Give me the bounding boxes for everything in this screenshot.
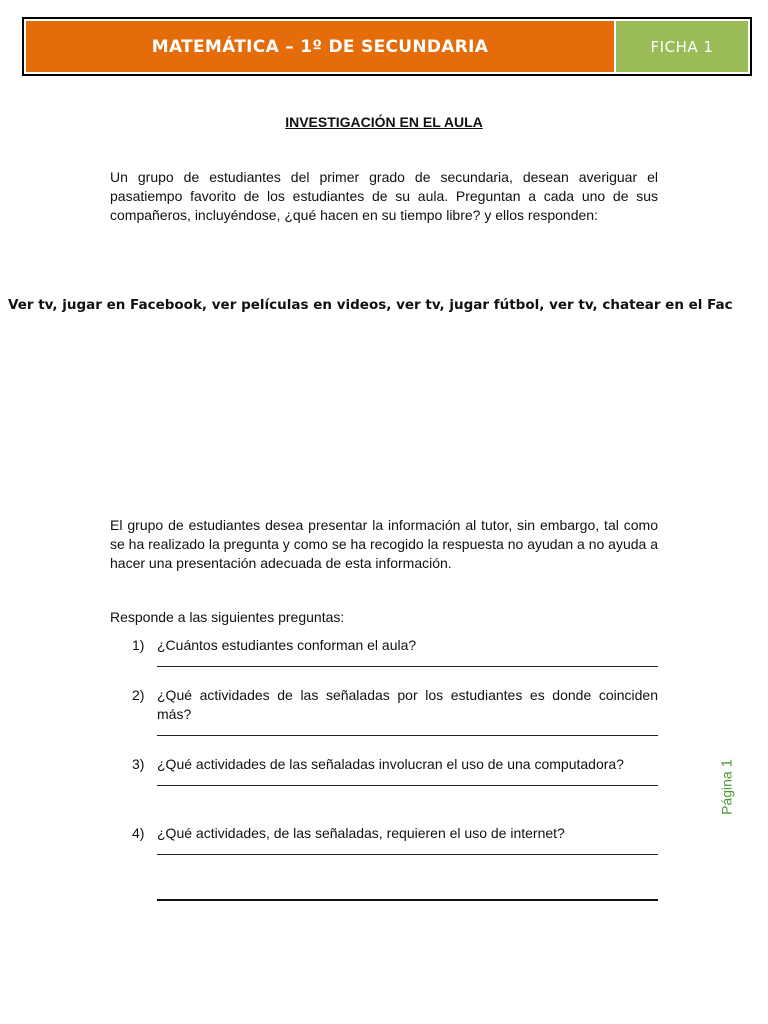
sheet-label: FICHA 1 <box>616 21 748 72</box>
header-title: MATEMÁTICA – 1º DE SECUNDARIA <box>26 21 614 72</box>
question-text: ¿Cuántos estudiantes conforman el aula? <box>157 637 417 653</box>
answer-line[interactable] <box>157 843 658 855</box>
questions-prompt: Responde a las siguientes preguntas: <box>110 609 345 625</box>
student-answers: Ver tv, jugar en Facebook, ver películas en videos, ver tv, jugar fútbol, ver tv, chatear en el Fac <box>8 297 733 313</box>
question-text: ¿Qué actividades de las señaladas involucran el uso de una computadora? <box>157 756 624 772</box>
question-text: ¿Qué actividades, de las señaladas, requieren el uso de internet? <box>157 825 565 841</box>
question-3 <box>110 755 658 786</box>
intro-paragraph: Un grupo de estudiantes del primer grado de secundaria, desean averiguar el pasatiempo favorito de los estudiantes de su aula. Preguntan a cada uno de sus compañeros, incluyéndose, ¿qué hacen en su tiempo libre? y ellos responden: <box>110 169 658 223</box>
question-number: 3) <box>132 756 145 772</box>
page-header <box>22 17 752 76</box>
answer-line[interactable] <box>157 655 658 667</box>
question-2 <box>110 686 658 736</box>
question-number: 1) <box>132 637 145 653</box>
question-number: 4) <box>132 825 145 841</box>
context-paragraph: El grupo de estudiantes desea presentar la información al tutor, sin embargo, tal como se ha realizado la pregunta y como se ha recogido la respuesta no ayudan a no ayuda a hacer una presentación adecuada de esta información. <box>110 517 658 571</box>
question-1 <box>110 636 658 667</box>
document-title: INVESTIGACIÓN EN EL AULA <box>285 114 483 130</box>
question-text: ¿Qué actividades de las señaladas por los estudiantes es donde coinciden más? <box>157 687 658 722</box>
answer-line[interactable] <box>157 774 658 786</box>
answer-line[interactable] <box>157 724 658 736</box>
page-number-value: 1 <box>718 759 736 768</box>
page-number <box>719 759 736 815</box>
page-label: Página <box>718 771 735 815</box>
question-number: 2) <box>132 687 145 703</box>
question-4 <box>110 824 658 855</box>
final-answer-line <box>157 899 658 901</box>
